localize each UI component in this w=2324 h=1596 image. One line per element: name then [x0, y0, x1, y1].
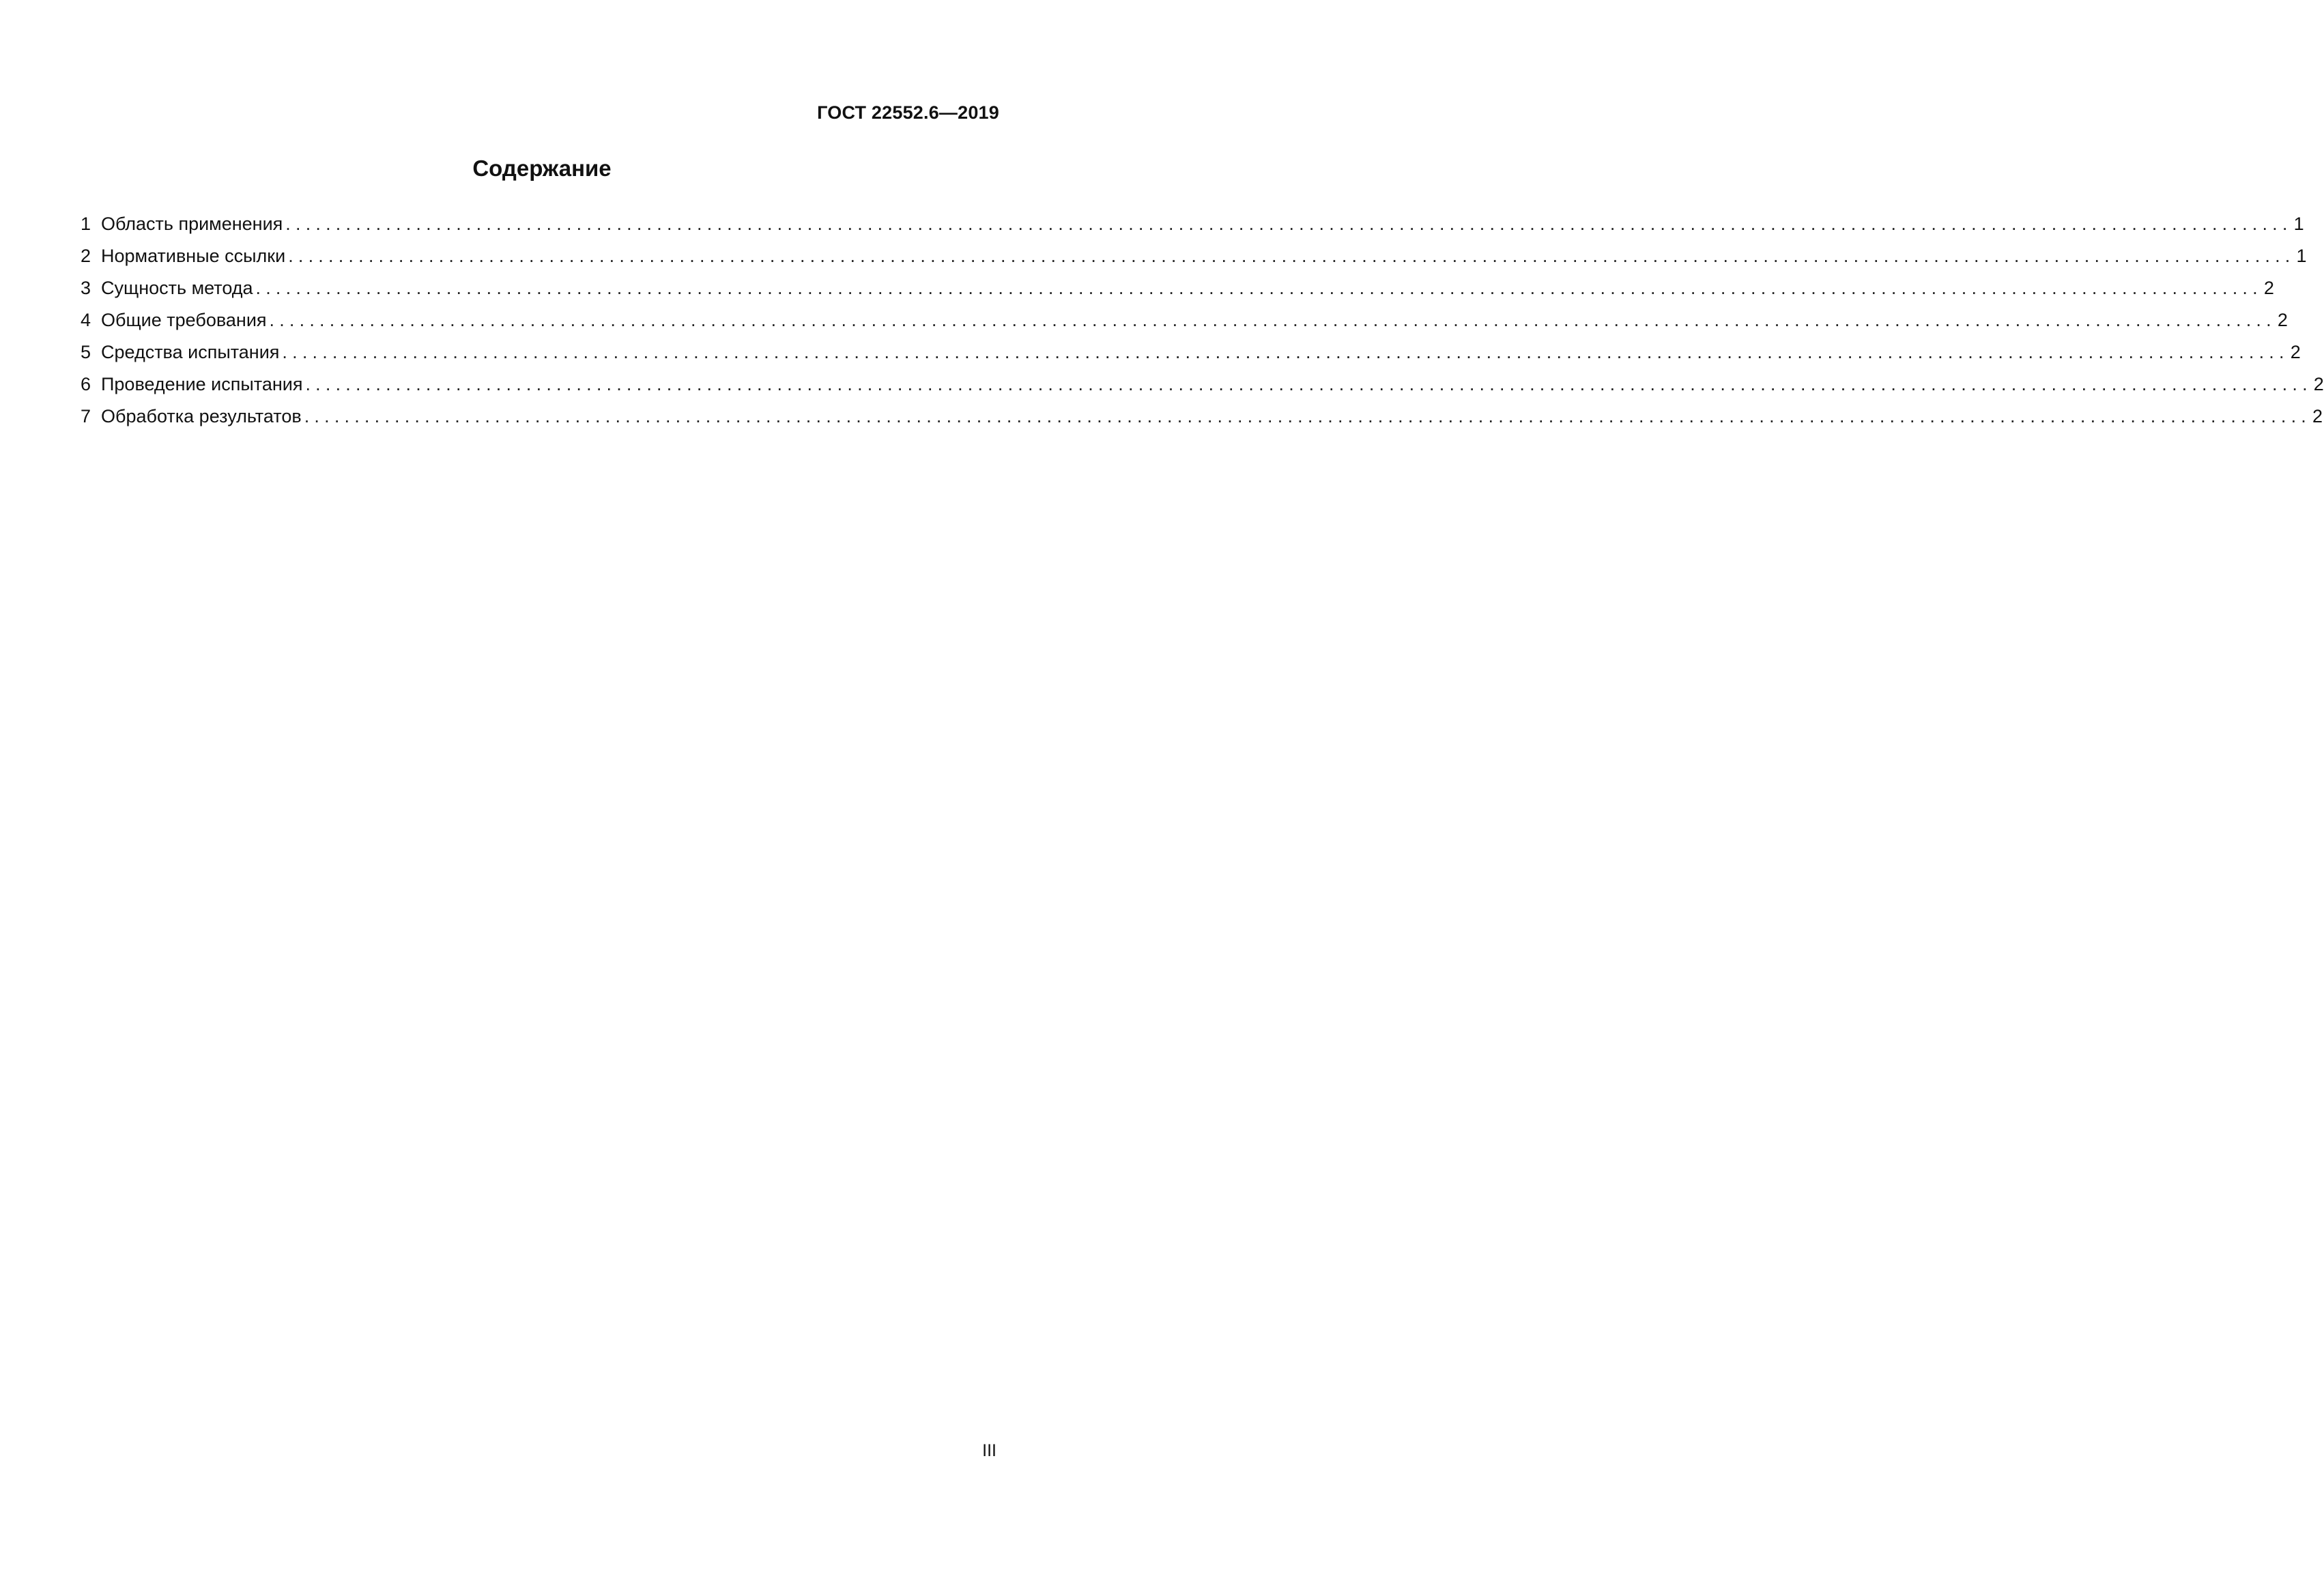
toc-entry-number: 7: [81, 406, 91, 426]
toc-entry-page: 2: [2313, 374, 2324, 394]
toc-entry[interactable]: [81, 336, 2301, 368]
toc-entry-title: Проведение испытания: [101, 374, 303, 394]
toc-entry-title: Средства испытания: [101, 342, 280, 362]
toc-entry-number: 1: [81, 214, 91, 234]
toc-entry[interactable]: [81, 368, 2324, 401]
toc-dot-leader: ........................................................................................................................................................................................................: [288, 246, 2295, 266]
toc-dot-leader: ........................................................................................................................................................................................................: [269, 310, 2276, 330]
toc-dot-leader: ........................................................................................................................................................................................................: [305, 374, 2312, 394]
page-number: III: [982, 1441, 996, 1460]
toc-entry-page: 2: [2263, 278, 2274, 298]
toc-dot-leader: ........................................................................................................................................................................................................: [304, 406, 2312, 426]
toc-entry-number: 3: [81, 278, 91, 298]
toc-entry[interactable]: [81, 272, 2274, 304]
toc-entry-title: Обработка результатов: [101, 406, 302, 426]
toc-entry[interactable]: [81, 208, 2304, 240]
toc-entry-title: Сущность метода: [101, 278, 253, 298]
toc-dot-leader: ........................................................................................................................................................................................................: [255, 278, 2263, 298]
toc-entry-number: 2: [81, 246, 91, 266]
toc-entry[interactable]: [81, 401, 2323, 433]
toc-entry[interactable]: [81, 304, 2288, 336]
toc-entry-number: 6: [81, 374, 91, 394]
toc-entry-number: 4: [81, 310, 91, 330]
toc-entry-page: 2: [2277, 310, 2288, 330]
toc-entry[interactable]: [81, 240, 2307, 272]
toc-entry-page: 1: [2293, 214, 2304, 234]
document-code: ГОСТ 22552.6—2019: [817, 102, 999, 123]
toc-dot-leader: ........................................................................................................................................................................................................: [285, 214, 2293, 234]
toc-title: Содержание: [472, 156, 612, 181]
table-of-contents: [81, 208, 2324, 433]
toc-entry-number: 5: [81, 342, 91, 362]
toc-entry-title: Общие требования: [101, 310, 267, 330]
toc-entry-page: 1: [2296, 246, 2307, 266]
toc-dot-leader: ........................................................................................................................................................................................................: [282, 342, 2289, 362]
toc-entry-page: 2: [2312, 406, 2323, 426]
toc-entry-title: Нормативные ссылки: [101, 246, 286, 266]
toc-entry-page: 2: [2290, 342, 2301, 362]
toc-entry-title: Область применения: [101, 214, 283, 234]
